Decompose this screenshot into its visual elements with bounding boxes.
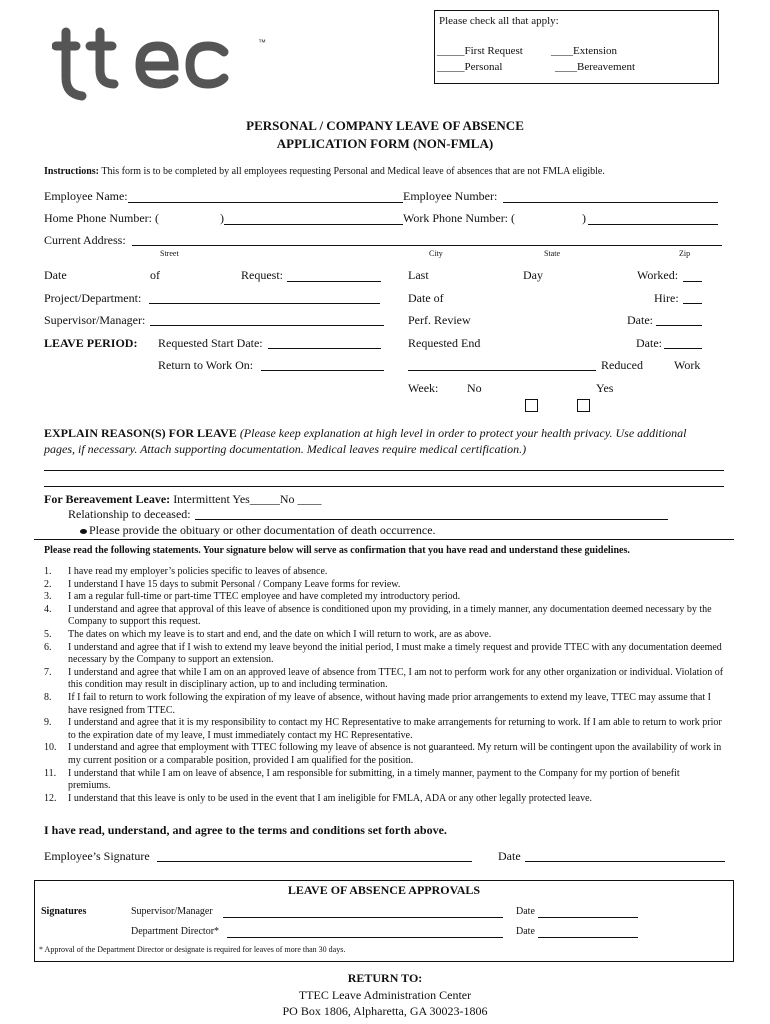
ttec-logo bbox=[52, 18, 282, 113]
bullet-icon bbox=[80, 529, 87, 534]
blank-line: ____ bbox=[551, 45, 573, 57]
reason-line-2[interactable] bbox=[44, 486, 724, 487]
last-day-word1: Last bbox=[408, 268, 429, 282]
perf-review-date-field[interactable] bbox=[656, 325, 702, 326]
no-label: No bbox=[467, 381, 482, 395]
leave-period-label: LEAVE PERIOD: bbox=[44, 336, 138, 350]
statement-item bbox=[44, 692, 724, 717]
instructions-text: This form is to be completed by all employees requesting Personal and Medical leave of absences that are not FMLA eligible. bbox=[101, 166, 605, 177]
perf-review-word2: Date: bbox=[627, 313, 653, 327]
date-of-request-field[interactable] bbox=[287, 281, 381, 282]
option-label: Bereavement bbox=[577, 61, 636, 73]
explain-reasons-line1 bbox=[44, 426, 686, 441]
statement-item bbox=[44, 629, 724, 642]
employee-date-field[interactable] bbox=[525, 861, 725, 862]
signatures-label: Signatures bbox=[41, 906, 87, 917]
employee-date-label: Date bbox=[498, 849, 521, 863]
explain-reasons-note1: (Please keep explanation at high level in order to protect your health privacy. Use additional bbox=[239, 426, 687, 440]
statement-number: 10. bbox=[44, 742, 57, 754]
home-phone-field[interactable] bbox=[224, 224, 403, 225]
employee-signature-label: Employee’s Signature bbox=[44, 849, 150, 863]
statement-text: I understand and agree that it is my responsibility to contact my HC Representative to make arrangements for returning to work. If I am able to return to work prior to the expiration date of my leave, I must immediately contact my HC Representative. bbox=[68, 717, 722, 741]
statement-text: I understand that while I am on leave of absence, I am responsible for submitting, in a timely manner, payment to the Company for my portion of benefit premiums. bbox=[68, 767, 680, 792]
form-title-line2: APPLICATION FORM (NON-FMLA) bbox=[276, 136, 494, 151]
employee-number-field[interactable] bbox=[503, 202, 718, 203]
return-to-line2: PO Box 1806, Alpharetta, GA 30023-1806 bbox=[282, 1004, 488, 1018]
return-to-label: RETURN TO: bbox=[347, 971, 423, 985]
reason-line-1[interactable] bbox=[44, 470, 724, 471]
instructions-label: Instructions: bbox=[44, 166, 100, 177]
approvals-title: LEAVE OF ABSENCE APPROVALS bbox=[287, 883, 481, 897]
blank-line: ____ bbox=[555, 61, 577, 73]
statement-item bbox=[44, 667, 724, 692]
date-of-request-word2: of bbox=[150, 268, 160, 282]
ttec-logo-mark bbox=[52, 18, 282, 108]
explain-reasons-note2: pages, if necessary. Attach supporting documentation. Medical leaves require medical certification.) bbox=[44, 442, 527, 456]
reduced-week-no-checkbox[interactable] bbox=[525, 399, 538, 412]
reduced-word: Reduced bbox=[601, 358, 643, 372]
approvals-box bbox=[34, 880, 734, 962]
statement-text: I understand and agree that employment with TTEC following my leave of absence is not guaranteed. My return will be contingent upon the availability of work in my current position or a comparable position, provided I am qualified for the position. bbox=[68, 742, 722, 766]
requested-start-field[interactable] bbox=[268, 348, 381, 349]
date-of-hire-word2: Hire: bbox=[654, 291, 679, 305]
obituary-text: Please provide the obituary or other documentation of death occurrence. bbox=[89, 523, 436, 537]
personal-option[interactable] bbox=[437, 61, 502, 73]
director-approval-date-field[interactable] bbox=[538, 937, 638, 938]
home-phone-label: Home Phone Number: ( bbox=[44, 211, 159, 225]
employee-number-label: Employee Number: bbox=[403, 189, 498, 203]
requested-start-label: Requested Start Date: bbox=[158, 336, 263, 350]
state-caption: State bbox=[544, 249, 560, 258]
current-address-field[interactable] bbox=[132, 245, 722, 246]
statements-list bbox=[44, 566, 724, 805]
statement-number: 6. bbox=[44, 641, 52, 653]
relationship-field[interactable] bbox=[195, 519, 668, 520]
work-phone-label: Work Phone Number: ( bbox=[403, 211, 516, 225]
statement-number: 2. bbox=[44, 578, 52, 590]
requested-end-word2: Date: bbox=[636, 336, 662, 350]
intermittent-options[interactable]: Intermittent Yes_____No ____ bbox=[173, 492, 322, 506]
statement-text: I understand and agree that while I am on an approved leave of absence from TTEC, I am not to perform work for any other organization or individual. Violation of this condition may result in disciplinary action, up to and including termination. bbox=[68, 666, 724, 691]
statement-number: 9. bbox=[44, 717, 52, 729]
date-of-hire-field[interactable] bbox=[683, 303, 702, 304]
statement-item bbox=[44, 566, 724, 579]
yes-label: Yes bbox=[596, 381, 614, 395]
statement-item bbox=[44, 742, 724, 767]
statement-item bbox=[44, 591, 724, 604]
read-statement: Please read the following statements. Your signature below will serve as confirmation that you have read and understand these guidelines. bbox=[44, 545, 630, 556]
statement-text: The dates on which my leave is to start and end, and the date on which I will return to work, are as above. bbox=[68, 628, 492, 640]
explain-reasons-label: EXPLAIN REASON(S) FOR LEAVE bbox=[44, 426, 237, 440]
option-label: First Request bbox=[464, 45, 523, 57]
statement-text: I am a regular full-time or part-time TTEC employee and have completed my introductory period. bbox=[68, 591, 461, 603]
supervisor-approval-label: Supervisor/Manager bbox=[131, 906, 213, 917]
obituary-note bbox=[80, 523, 436, 538]
statement-item bbox=[44, 768, 724, 793]
last-day-worked-field[interactable] bbox=[683, 281, 702, 282]
employee-name-label: Employee Name: bbox=[44, 189, 128, 203]
statement-text: I understand I have 15 days to submit Personal / Company Leave forms for review. bbox=[68, 578, 401, 590]
city-caption: City bbox=[429, 249, 443, 258]
return-to-work-label: Return to Work On: bbox=[158, 358, 254, 372]
statement-item bbox=[44, 793, 724, 806]
requested-end-field[interactable] bbox=[664, 348, 702, 349]
date-of-request-word1: Date bbox=[44, 268, 67, 282]
request-type-box bbox=[434, 10, 719, 84]
blank-line: _____ bbox=[437, 45, 465, 57]
bereavement-option[interactable] bbox=[555, 61, 635, 73]
statement-text: If I fail to return to work following the expiration of my leave of absence, without having made prior arrangements to extend my leave, TTEC may assume that I have resigned from TTEC. bbox=[68, 691, 711, 716]
trademark-symbol: ™ bbox=[258, 38, 266, 47]
return-to-work-field[interactable] bbox=[261, 370, 384, 371]
statement-number: 11. bbox=[44, 767, 57, 779]
employee-name-field[interactable] bbox=[128, 202, 403, 203]
street-caption: Street bbox=[160, 249, 179, 258]
last-day-word3: Worked: bbox=[637, 268, 679, 282]
extension-option[interactable] bbox=[551, 45, 617, 57]
statement-text: I understand and agree that approval of this leave of absence is conditioned upon my providing, in a timely manner, any documentation deemed necessary by the Company to support this request. bbox=[68, 603, 712, 628]
approvals-footnote: * Approval of the Department Director or designate is required for leaves of more than 30 days. bbox=[39, 945, 346, 954]
statement-item bbox=[44, 604, 724, 629]
form-title-line1: PERSONAL / COMPANY LEAVE OF ABSENCE bbox=[246, 118, 524, 133]
statement-item bbox=[44, 717, 724, 742]
director-approval-field[interactable] bbox=[227, 937, 503, 938]
option-label: Personal bbox=[464, 61, 503, 73]
statement-text: I have read my employer’s policies specific to leaves of absence. bbox=[68, 566, 328, 577]
work-word: Work bbox=[674, 358, 701, 372]
project-department-field[interactable] bbox=[149, 303, 380, 304]
check-all-title: Please check all that apply: bbox=[439, 15, 559, 27]
supervisor-approval-field[interactable] bbox=[223, 917, 503, 918]
reduced-week-yes-checkbox[interactable] bbox=[577, 399, 590, 412]
statement-text: I understand and agree that if I wish to extend my leave beyond the initial period, I must make a timely request and provide TTEC with any documentation deemed necessary by the Company to support an extension. bbox=[68, 641, 722, 666]
date-of-request-word3: Request: bbox=[241, 268, 283, 282]
instructions bbox=[44, 166, 605, 177]
option-label: Extension bbox=[573, 45, 617, 57]
project-department-label: Project/Department: bbox=[44, 291, 142, 305]
zip-caption: Zip bbox=[679, 249, 691, 258]
statement-number: 3. bbox=[44, 591, 52, 603]
supervisor-approval-date-label: Date bbox=[516, 906, 535, 917]
work-phone-close: ) bbox=[582, 211, 586, 225]
employee-signature-field[interactable] bbox=[157, 861, 472, 862]
return-to-line1: TTEC Leave Administration Center bbox=[298, 988, 472, 1002]
blank-line: _____ bbox=[437, 61, 465, 73]
statement-item bbox=[44, 579, 724, 592]
requested-end-word1: Requested End bbox=[408, 336, 481, 350]
current-address-label: Current Address: bbox=[44, 233, 126, 247]
relationship-label: Relationship to deceased: bbox=[68, 507, 191, 521]
week-word: Week: bbox=[408, 381, 439, 395]
bereavement-row bbox=[44, 492, 322, 507]
bereavement-label: For Bereavement Leave: bbox=[44, 492, 171, 506]
statement-number: 1. bbox=[44, 566, 52, 577]
supervisor-manager-label: Supervisor/Manager: bbox=[44, 313, 146, 327]
last-day-word2: Day bbox=[523, 268, 543, 282]
section-divider bbox=[34, 539, 734, 540]
director-approval-label: Department Director* bbox=[131, 926, 220, 937]
statement-item bbox=[44, 642, 724, 667]
statement-number: 4. bbox=[44, 603, 52, 615]
first-request-option[interactable] bbox=[437, 45, 523, 57]
reduced-work-week-line bbox=[408, 370, 596, 371]
statement-number: 5. bbox=[44, 628, 52, 640]
supervisor-approval-date-field[interactable] bbox=[538, 917, 638, 918]
statement-number: 7. bbox=[44, 666, 52, 678]
statement-number: 12. bbox=[44, 792, 57, 804]
statement-text: I understand that this leave is only to be used in the event that I am ineligible for FMLA, ADA or any other legally protected leave. bbox=[68, 792, 593, 804]
work-phone-field[interactable] bbox=[588, 224, 718, 225]
date-of-hire-word1: Date of bbox=[408, 291, 444, 305]
statement-number: 8. bbox=[44, 691, 52, 703]
agreement-statement: I have read, understand, and agree to the terms and conditions set forth above. bbox=[44, 823, 447, 837]
home-phone-close: ) bbox=[220, 211, 224, 225]
director-approval-date-label: Date bbox=[516, 926, 535, 937]
supervisor-manager-field[interactable] bbox=[150, 325, 384, 326]
perf-review-word1: Perf. Review bbox=[408, 313, 471, 327]
